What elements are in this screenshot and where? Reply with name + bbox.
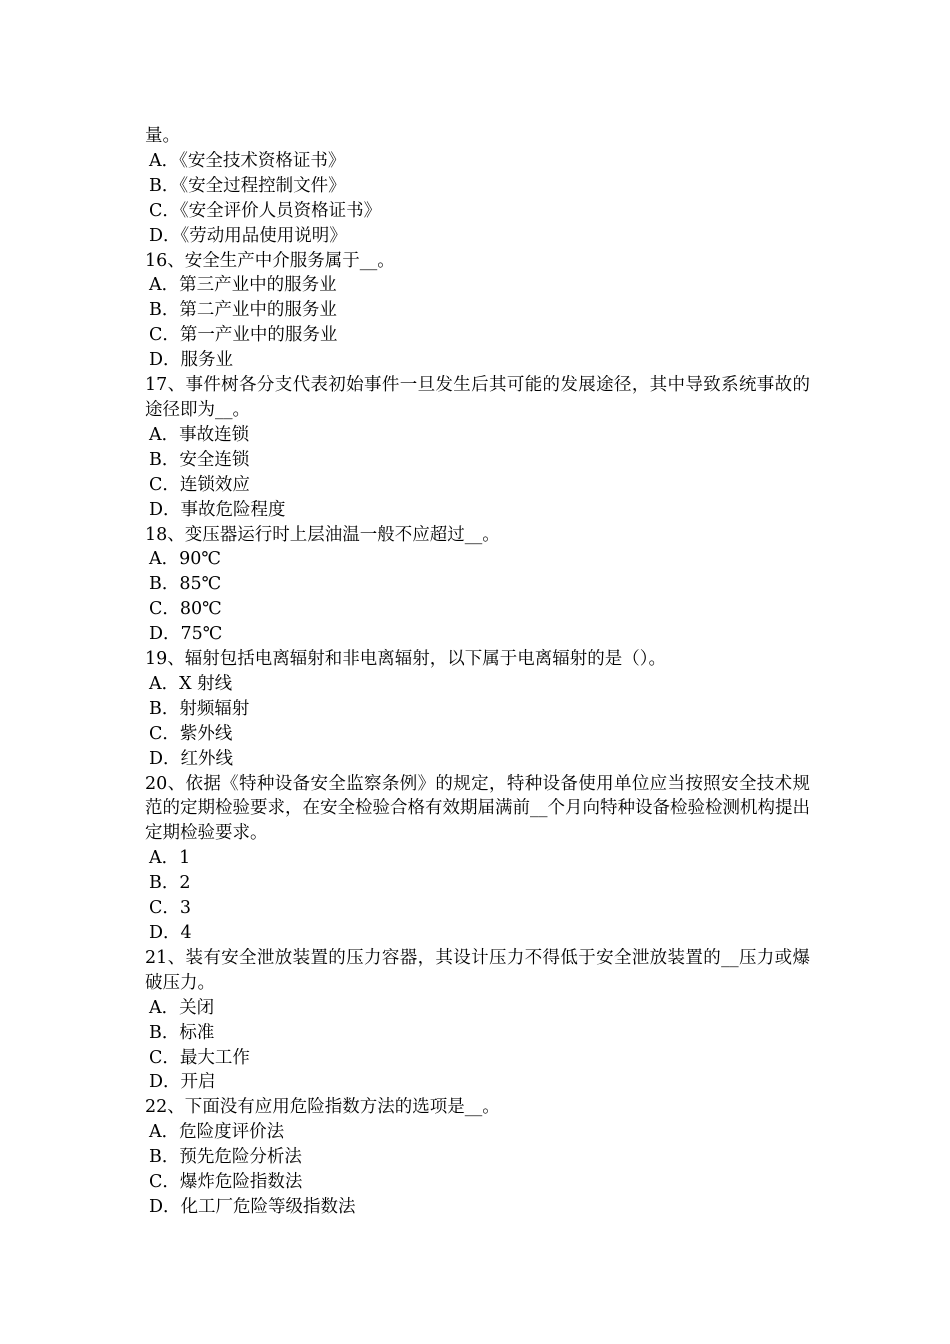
option-b: B．第二产业中的服务业 <box>149 300 337 321</box>
option-d: D．事故危险程度 <box>149 499 286 520</box>
option-a: A．事故连锁 <box>149 424 250 445</box>
option-d: D．开启 <box>149 1072 216 1093</box>
option-a: A．关闭 <box>149 997 215 1018</box>
option-c: C．80℃ <box>149 599 222 620</box>
option-a: A．X 射线 <box>149 673 233 694</box>
question-20 <box>145 772 810 946</box>
option-d: D．红外线 <box>149 748 234 769</box>
question-16 <box>145 249 810 374</box>
option-b: B．安全连锁 <box>149 449 250 470</box>
question-18 <box>145 523 810 648</box>
option-d: D．4 <box>149 923 192 943</box>
option-b: B．《安全过程控制文件》 <box>149 175 346 196</box>
option-a: A．90℃ <box>149 549 221 570</box>
option-a: A．危险度评价法 <box>149 1122 285 1143</box>
question-22 <box>145 1095 810 1220</box>
option-a: A．1 <box>149 848 191 869</box>
option-b: B．预先危险分析法 <box>149 1147 302 1168</box>
question-text: 16、安全生产中介服务属于__。 <box>145 250 395 271</box>
option-c: C．《安全评价人员资格证书》 <box>149 200 382 221</box>
question-list <box>145 124 810 1220</box>
question-text: 18、变压器运行时上层油温一般不应超过__。 <box>145 524 500 545</box>
option-a: A．第三产业中的服务业 <box>149 275 337 296</box>
question-text: 19、辐射包括电离辐射和非电离辐射，以下属于电离辐射的是（）。 <box>145 649 667 670</box>
option-d: D．《劳动用品使用说明》 <box>149 225 347 246</box>
option-c: C．爆炸危险指数法 <box>149 1172 303 1193</box>
option-c: C．连锁效应 <box>149 474 250 495</box>
question-17 <box>145 373 810 522</box>
question-text: 17、事件树各分支代表初始事件一旦发生后其可能的发展途径，其中导致系统事故的途径即为__。 <box>145 375 810 420</box>
question-text: 21、装有安全泄放装置的压力容器，其设计压力不得低于安全泄放装置的__压力或爆破压力。 <box>145 947 810 993</box>
option-c: C．3 <box>149 898 192 919</box>
option-d: D．化工厂危险等级指数法 <box>149 1196 356 1217</box>
question-text: 22、下面没有应用危险指数方法的选项是__。 <box>145 1097 500 1118</box>
option-c: C．最大工作 <box>149 1047 250 1068</box>
question-fragment <box>145 124 810 249</box>
option-d: D．服务业 <box>149 350 234 371</box>
option-b: B．标准 <box>149 1022 215 1043</box>
option-a: A．《安全技术资格证书》 <box>149 150 346 171</box>
option-b: B．射频辐射 <box>149 698 250 719</box>
option-d: D．75℃ <box>149 624 223 645</box>
option-c: C．紫外线 <box>149 723 233 744</box>
question-text: 量。 <box>145 126 180 146</box>
question-19 <box>145 647 810 772</box>
option-c: C．第一产业中的服务业 <box>149 325 338 346</box>
option-b: B．2 <box>149 873 191 894</box>
question-21 <box>145 946 810 1095</box>
question-text: 20、依据《特种设备安全监察条例》的规定，特种设备使用单位应当按照安全技术规范的定期检验要求，在安全检验合格有效期届满前__个月向特种设备检验检测机构提出定期检验要求。 <box>145 773 810 844</box>
option-b: B．85℃ <box>149 574 222 595</box>
